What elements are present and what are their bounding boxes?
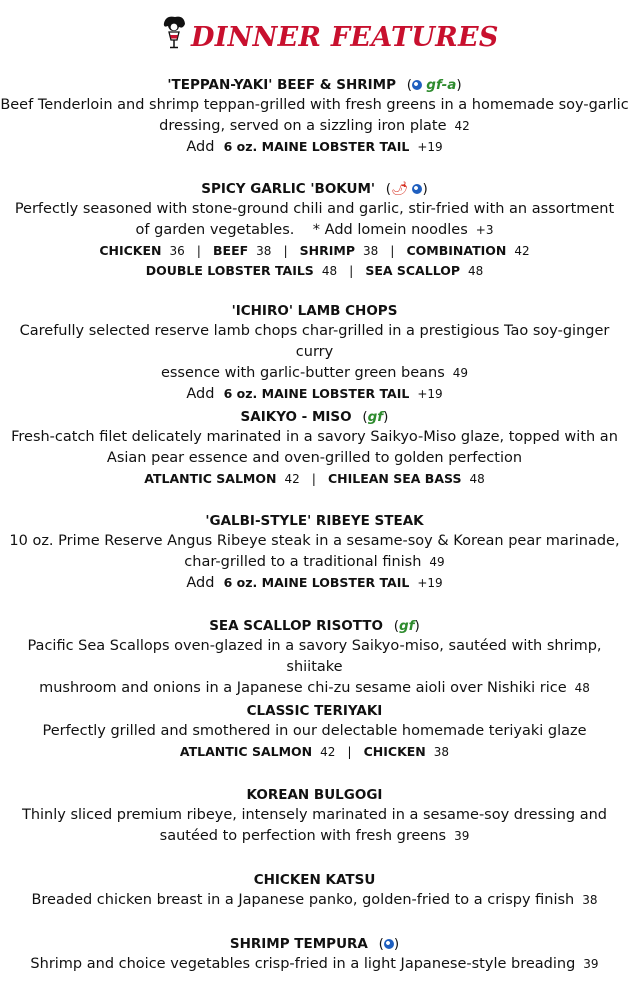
- addon-price: +19: [417, 140, 443, 154]
- option-price: 38: [256, 244, 272, 258]
- item-description: 10 oz. Prime Reserve Angus Ribeye steak in a sesame-soy & Korean pear marinade,: [9, 533, 620, 549]
- item-description: char-grilled to a traditional finish: [184, 554, 422, 570]
- option-label: DOUBLE LOBSTER TAILS: [145, 263, 314, 278]
- addon-line: Add 6 oz. MAINE LOBSTER TAIL +19: [186, 139, 443, 155]
- item-price: 42: [454, 119, 470, 133]
- menu-item-sea-scallop-risotto: [0, 616, 629, 699]
- vegetarian-icon: [412, 80, 422, 90]
- item-note: * Add lomein noodles: [312, 222, 468, 238]
- option-price: 48: [469, 472, 485, 486]
- item-name: 'GALBI-STYLE' RIBEYE STEAK: [205, 513, 424, 529]
- item-name: CLASSIC TERIYAKI: [246, 703, 383, 719]
- item-description: Thinly sliced premium ribeye, intensely marinated in a sesame-soy dressing and: [21, 807, 607, 823]
- item-price: 38: [582, 893, 598, 907]
- gluten-free-tag: gf: [367, 409, 384, 425]
- dietary-tags: (gf): [362, 409, 389, 425]
- options-row: DOUBLE LOBSTER TAILS 48 | SEA SCALLOP 48: [145, 263, 484, 278]
- item-description: Perfectly grilled and smothered in our delectable homemade teriyaki glaze: [42, 723, 587, 739]
- addon-label: 6 oz. MAINE LOBSTER TAIL: [223, 575, 410, 590]
- option-price: 36: [169, 244, 185, 258]
- menu-item-spicy-garlic-bokum: [0, 179, 629, 281]
- addon-label: 6 oz. MAINE LOBSTER TAIL: [223, 386, 410, 401]
- dietary-tags: (gf): [393, 618, 420, 634]
- option-label: CHICKEN: [99, 243, 162, 258]
- item-price: 49: [452, 366, 469, 380]
- spicy-chili-icon: 🌶︎: [391, 181, 409, 197]
- item-price: 39: [454, 829, 470, 843]
- menu-item-ichiro-lamb-chops: [0, 301, 629, 405]
- options-row: ATLANTIC SALMON 42 | CHICKEN 38: [179, 744, 450, 759]
- item-description: Shrimp and choice vegetables crisp-fried in a light Japanese-style breading: [30, 956, 576, 972]
- item-description: Pacific Sea Scallops oven-glazed in a savory Saikyo-miso, sautéed with shrimp, shiitake: [27, 638, 602, 675]
- option-price: 48: [468, 264, 484, 278]
- item-name: 'ICHIRO' LAMB CHOPS: [231, 303, 398, 319]
- item-price: 49: [429, 555, 445, 569]
- option-label: COMBINATION: [406, 243, 507, 258]
- item-description: Carefully selected reserve lamb chops char-grilled in a prestigious Tao soy-ginger curry: [19, 323, 610, 360]
- item-name: SEA SCALLOP RISOTTO: [209, 618, 383, 634]
- option-label: SHRIMP: [299, 243, 355, 258]
- item-description: Perfectly seasoned with stone-ground chili and garlic, stir-fried with an assortment: [14, 201, 615, 217]
- menu-item-saikyo-miso: [0, 407, 629, 489]
- item-description: of garden vegetables.: [135, 222, 295, 238]
- option-price: 38: [363, 244, 379, 258]
- option-label: BEEF: [213, 243, 249, 258]
- addon-line: Add 6 oz. MAINE LOBSTER TAIL +19: [186, 386, 443, 402]
- item-name: 'TEPPAN-YAKI' BEEF & SHRIMP: [167, 77, 397, 93]
- option-price: 38: [433, 745, 450, 759]
- item-name: CHICKEN KATSU: [253, 872, 376, 888]
- option-label: CHILEAN SEA BASS: [327, 471, 462, 486]
- chef-wine-logo-icon: [160, 14, 188, 50]
- item-description: mushroom and onions in a Japanese chi-zu sesame aioli over Nishiki rice: [39, 680, 567, 696]
- item-description: Asian pear essence and oven-grilled to golden perfection: [106, 450, 523, 466]
- option-price: 42: [514, 244, 530, 258]
- item-name: SHRIMP TEMPURA: [229, 936, 368, 952]
- options-row: ATLANTIC SALMON 42 | CHILEAN SEA BASS 48: [144, 471, 485, 486]
- menu-item-galbi-ribeye: [0, 511, 629, 594]
- item-description: dressing, served on a sizzling iron plate: [159, 118, 447, 134]
- option-label: ATLANTIC SALMON: [179, 744, 313, 759]
- item-description: Fresh-catch filet delicately marinated in a savory Saikyo-Miso glaze, topped with an: [11, 429, 618, 445]
- option-price: 42: [320, 745, 336, 759]
- option-price: 48: [321, 264, 338, 278]
- menu-item-classic-teriyaki: [0, 701, 629, 762]
- option-label: ATLANTIC SALMON: [144, 471, 277, 486]
- page-title: DINNER FEATURES: [191, 22, 499, 53]
- item-description: Breaded chicken breast in a Japanese panko, golden-fried to a crispy finish: [31, 892, 575, 908]
- menu-item-teppan-yaki: [0, 75, 629, 158]
- option-label: CHICKEN: [363, 744, 426, 759]
- item-description: Beef Tenderloin and shrimp teppan-grilled with fresh greens in a homemade soy-garlic: [0, 97, 629, 113]
- menu-item-korean-bulgogi: [0, 785, 629, 847]
- item-description: sautéed to perfection with fresh greens: [159, 828, 447, 844]
- options-row: CHICKEN 36 | BEEF 38 | SHRIMP 38 | COMBINATION 42: [99, 243, 530, 258]
- menu-item-shrimp-tempura: [0, 934, 629, 975]
- note-price: +3: [475, 223, 494, 237]
- addon-price: +19: [417, 576, 443, 590]
- menu-item-chicken-katsu: [0, 870, 629, 911]
- dietary-tags: ( gf-a): [406, 77, 462, 93]
- addon-line: Add 6 oz. MAINE LOBSTER TAIL +19: [186, 575, 443, 591]
- addon-price: +19: [417, 387, 443, 401]
- dietary-tags: (🌶︎ ): [385, 181, 428, 197]
- gluten-free-tag: gf: [398, 618, 415, 634]
- item-name: SPICY GARLIC 'BOKUM': [201, 181, 376, 197]
- item-description: essence with garlic-butter green beans: [160, 365, 445, 381]
- dietary-tags: ( ): [378, 936, 400, 952]
- item-name: SAIKYO - MISO: [240, 409, 352, 425]
- vegetarian-icon: [384, 939, 394, 949]
- item-price: 48: [574, 681, 590, 695]
- option-price: 42: [284, 472, 300, 486]
- gluten-free-tag: gf-a: [426, 77, 457, 93]
- menu-header: [160, 14, 499, 60]
- item-name: KOREAN BULGOGI: [246, 787, 383, 803]
- item-price: 39: [583, 957, 599, 971]
- option-label: SEA SCALLOP: [365, 263, 461, 278]
- vegetarian-icon: [412, 184, 422, 194]
- addon-label: 6 oz. MAINE LOBSTER TAIL: [223, 139, 410, 154]
